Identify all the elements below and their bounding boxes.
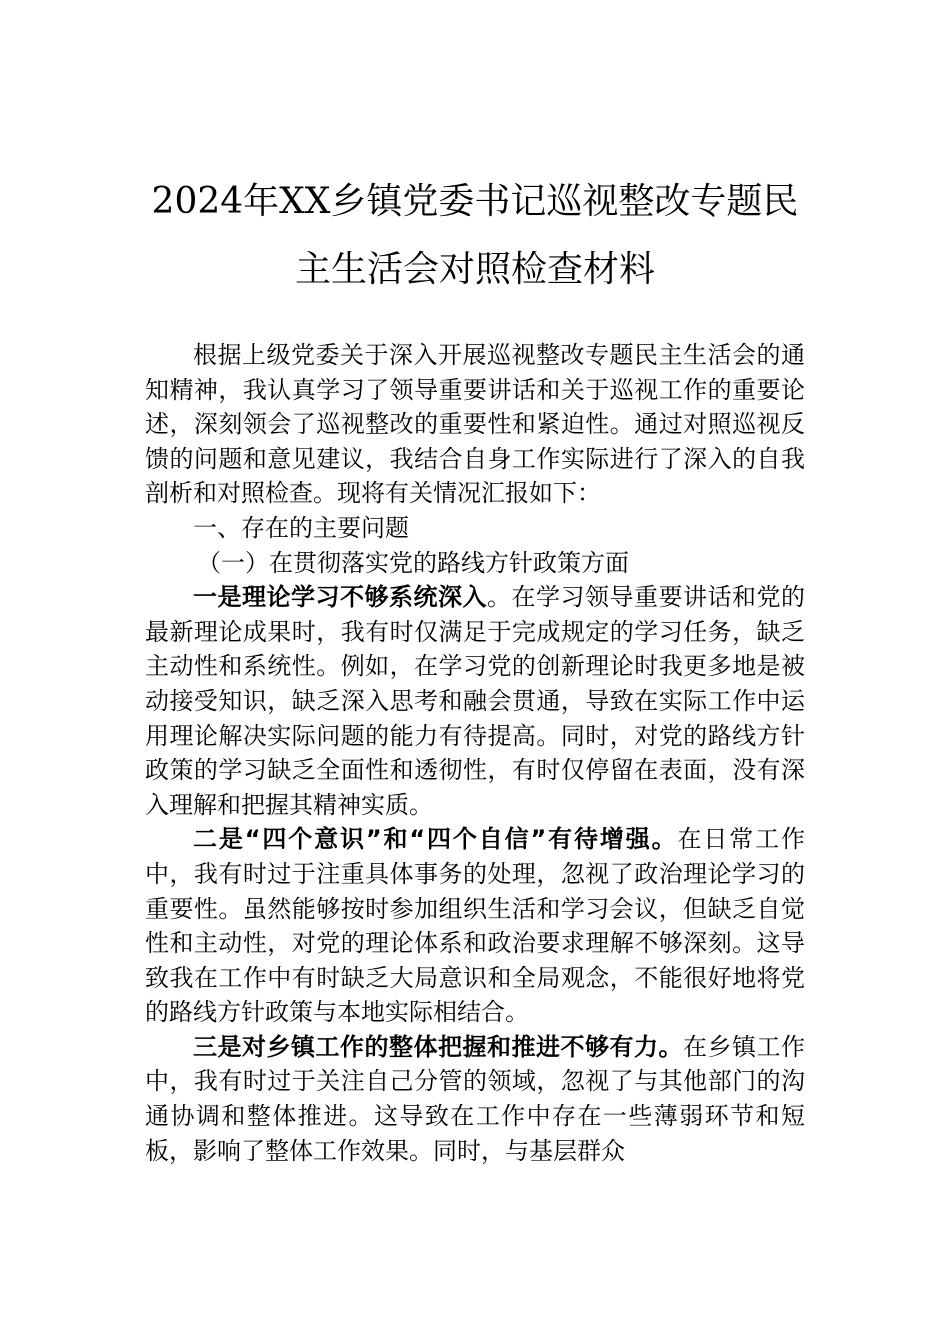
document-title-line-1: 2024年XX乡镇党委书记巡视整改专题民 bbox=[151, 181, 799, 222]
intro-paragraph: 根据上级党委关于深入开展巡视整改专题民主生活会的通知精神，我认真学习了领导重要讲话和关于巡视工作的重要论述，深刻领会了巡视整改的重要性和紧迫性。通过对照巡视反馈的问题和意见建议，我结合自身工作实际进行了深入的自我剖析和对照检查。现将有关情况汇报如下： bbox=[145, 341, 805, 508]
point-lead-1: 一是理论学习不够系统深入 bbox=[193, 583, 487, 612]
point-paragraph-3 bbox=[145, 1030, 805, 1168]
subsection-heading: （一）在贯彻落实党的路线方针政策方面 bbox=[197, 548, 629, 577]
point-paragraph-2 bbox=[145, 822, 805, 1030]
section-heading: 一、存在的主要问题 bbox=[193, 513, 409, 542]
document-body bbox=[145, 338, 805, 1168]
point-text-3: 在乡镇工作中，我有时过于关注自己分管的领域，忽视了与其他部门的沟通协调和整体推进。这导致在工作中存在一些薄弱环节和短板，影响了整体工作效果。同时，与基层群众 bbox=[145, 1032, 805, 1165]
point-paragraph-1 bbox=[145, 580, 805, 822]
document-title-line-2: 主生活会对照检查材料 bbox=[294, 249, 655, 290]
point-text-2: 在日常工作中，我有时过于注重具体事务的处理，忽视了政治理论学习的重要性。虽然能够按时参加组织生活和学习会议，但缺乏自觉性和主动性，对党的理论体系和政治要求理解不够深刻。这导致我在工作中有时缺乏大局意识和全局观念，不能很好地将党的路线方针政策与本地实际相结合。 bbox=[145, 825, 805, 1027]
point-lead-2: 二是“四个意识”和“四个自信”有待增强。 bbox=[193, 825, 678, 854]
point-text-1: 。在学习领导重要讲话和党的最新理论成果时，我有时仅满足于完成规定的学习任务，缺乏主动性和系统性。例如，在学习党的创新理论时我更多地是被动接受知识，缺乏深入思考和融会贯通，导致在实际工作中运用理论解决实际问题的能力有待提高。同时，对党的路线方针政策的学习缺乏全面性和透彻性，有时仅停留在表面，没有深入理解和把握其精神实质。 bbox=[145, 583, 805, 819]
point-lead-3: 三是对乡镇工作的整体把握和推进不够有力。 bbox=[193, 1032, 683, 1061]
